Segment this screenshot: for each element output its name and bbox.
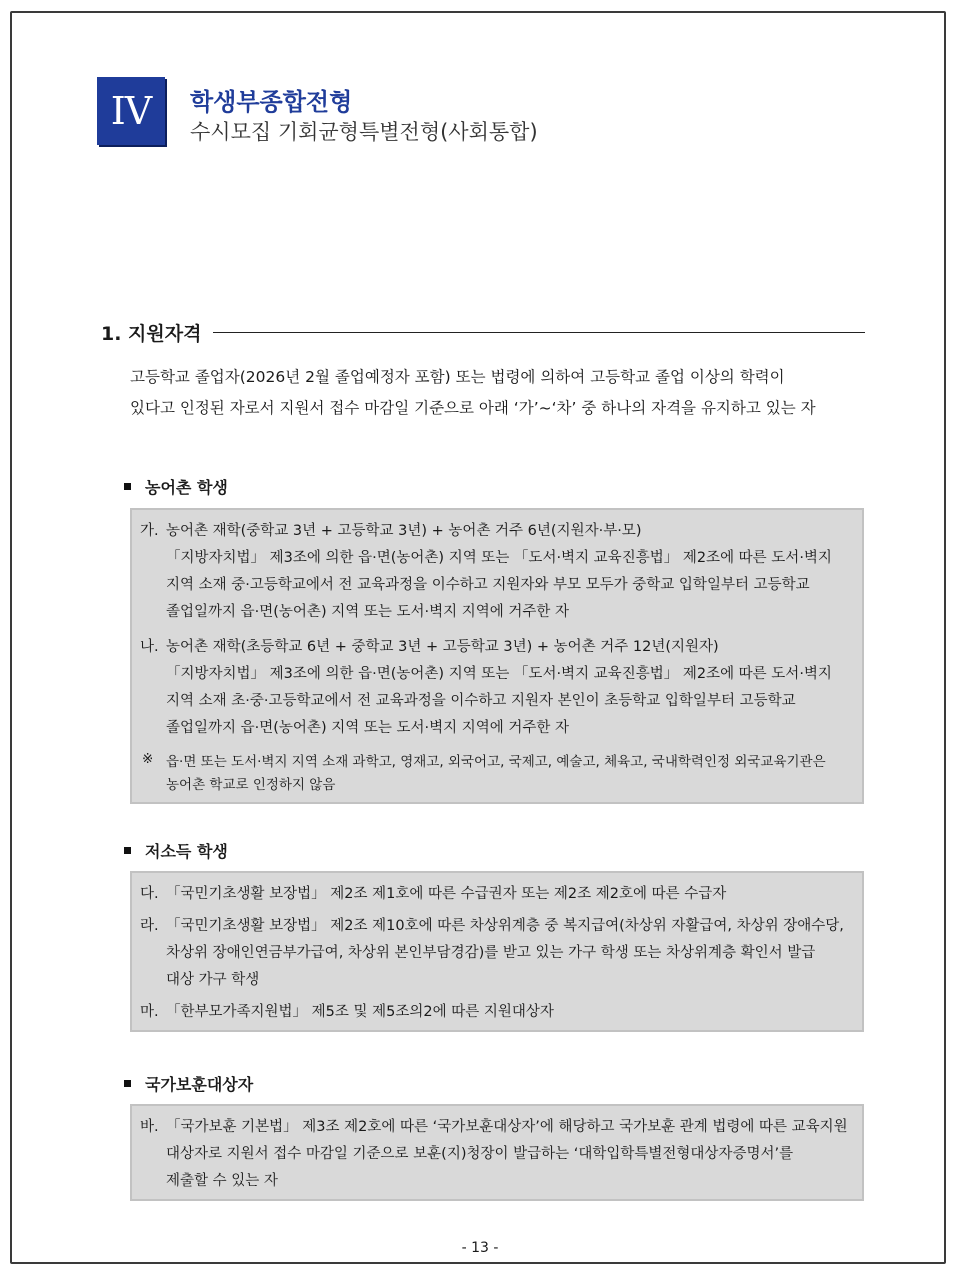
item-label: 다. — [140, 886, 159, 902]
intro-paragraph — [130, 362, 864, 424]
item-line: 「국민기초생활 보장법」 제2조 제1호에 따른 수급권자 또는 제2조 제2호에 따른 수급자 — [166, 886, 727, 902]
item-head: 농어촌 재학(중학교 3년 + 고등학교 3년) + 농어촌 거주 6년(지원자·부·모) — [166, 523, 642, 539]
item-line: 대상 가구 학생 — [166, 972, 260, 988]
item-label: 라. — [140, 918, 159, 934]
item-head: 농어촌 재학(초등학교 6년 + 중학교 3년 + 고등학교 3년) + 농어촌 거주 12년(지원자) — [166, 639, 719, 655]
page-number: - 13 - — [461, 1240, 499, 1256]
item-label: 가. — [140, 523, 159, 539]
item-line: 지역 소재 초·중·고등학교에서 전 교육과정을 이수하고 지원자 본인이 초등학교 입학일부터 고등학교 — [166, 693, 796, 709]
section-heading-text: 1. 지원자격 — [101, 322, 202, 345]
item-line: 졸업일까지 읍·면(농어촌) 지역 또는 도서·벽지 지역에 거주한 자 — [166, 720, 569, 736]
intro-line: 있다고 인정된 자로서 지원서 접수 마감일 기준으로 아래 ‘가’~‘차’ 중 하나의 자격을 유지하고 있는 자 — [130, 399, 816, 417]
criteria-item-na — [140, 634, 852, 742]
criteria-item-ra — [140, 913, 852, 994]
item-body — [166, 545, 852, 626]
category-heading-veterans — [124, 1072, 253, 1095]
note-mark: ※ — [142, 751, 154, 767]
category-heading-low-income — [124, 839, 228, 862]
item-line: 대상자로 지원서 접수 마감일 기준으로 보훈(지)청장이 발급하는 ‘대학입학특별전형대상자증명서’를 — [166, 1146, 794, 1162]
page-subtitle: 수시모집 기회균형특별전형(사회통합) — [190, 120, 538, 144]
item-line: 차상위 장애인연금부가급여, 차상위 본인부담경감)를 받고 있는 가구 학생 또는 차상위계층 확인서 발급 — [166, 945, 816, 961]
section-heading — [101, 319, 865, 345]
item-body — [166, 881, 852, 908]
chapter-badge — [97, 77, 165, 145]
section-rule — [213, 332, 865, 333]
intro-line: 고등학교 졸업자(2026년 2월 졸업예정자 포함) 또는 법령에 의하여 고등학교 졸업 이상의 학력이 — [130, 368, 785, 386]
item-label: 나. — [140, 639, 159, 655]
note-line: 농어촌 학교로 인정하지 않음 — [166, 777, 336, 793]
item-label: 마. — [140, 1004, 159, 1020]
criteria-box-veterans — [130, 1104, 864, 1201]
square-bullet-icon — [124, 1080, 131, 1087]
category-title: 농어촌 학생 — [145, 478, 228, 497]
note-text — [166, 751, 852, 797]
item-label: 바. — [140, 1119, 159, 1135]
page-title: 학생부종합전형 — [190, 88, 353, 116]
category-title: 저소득 학생 — [145, 842, 228, 861]
category-title: 국가보훈대상자 — [145, 1075, 254, 1094]
item-body — [166, 913, 852, 994]
item-body — [166, 1114, 852, 1195]
rural-note — [142, 751, 852, 797]
item-line: 졸업일까지 읍·면(농어촌) 지역 또는 도서·벽지 지역에 거주한 자 — [166, 604, 569, 620]
criteria-item-ma — [140, 999, 852, 1026]
item-body — [166, 999, 852, 1026]
criteria-item-da — [140, 881, 852, 908]
item-line: 「국민기초생활 보장법」 제2조 제10호에 따른 차상위계층 중 복지급여(차상위 자활급여, 차상위 장애수당, — [166, 918, 844, 934]
chapter-numeral: IV — [110, 89, 152, 133]
item-line: 「지방자치법」 제3조에 의한 읍·면(농어촌) 지역 또는 「도서·벽지 교육진흥법」 제2조에 따른 도서·벽지 — [166, 550, 832, 566]
square-bullet-icon — [124, 847, 131, 854]
item-line: 제출할 수 있는 자 — [166, 1173, 278, 1189]
criteria-box-rural — [130, 508, 864, 804]
note-line: 읍·면 또는 도서·벽지 지역 소재 과학고, 영재고, 외국어고, 국제고, 예술고, 체육고, 국내학력인정 외국교육기관은 — [166, 754, 826, 770]
criteria-item-ba — [140, 1114, 852, 1195]
criteria-item-ga — [140, 518, 852, 626]
square-bullet-icon — [124, 483, 131, 490]
category-heading-rural — [124, 475, 228, 498]
item-line: 「국가보훈 기본법」 제3조 제2호에 따른 ‘국가보훈대상자’에 해당하고 국가보훈 관계 법령에 따른 교육지원 — [166, 1119, 848, 1135]
item-line: 지역 소재 중·고등학교에서 전 교육과정을 이수하고 지원자와 부모 모두가 중학교 입학일부터 고등학교 — [166, 577, 810, 593]
criteria-box-low-income — [130, 871, 864, 1032]
item-body — [166, 661, 852, 742]
item-line: 「한부모가족지원법」 제5조 및 제5조의2에 따른 지원대상자 — [166, 1004, 554, 1020]
item-line: 「지방자치법」 제3조에 의한 읍·면(농어촌) 지역 또는 「도서·벽지 교육진흥법」 제2조에 따른 도서·벽지 — [166, 666, 832, 682]
